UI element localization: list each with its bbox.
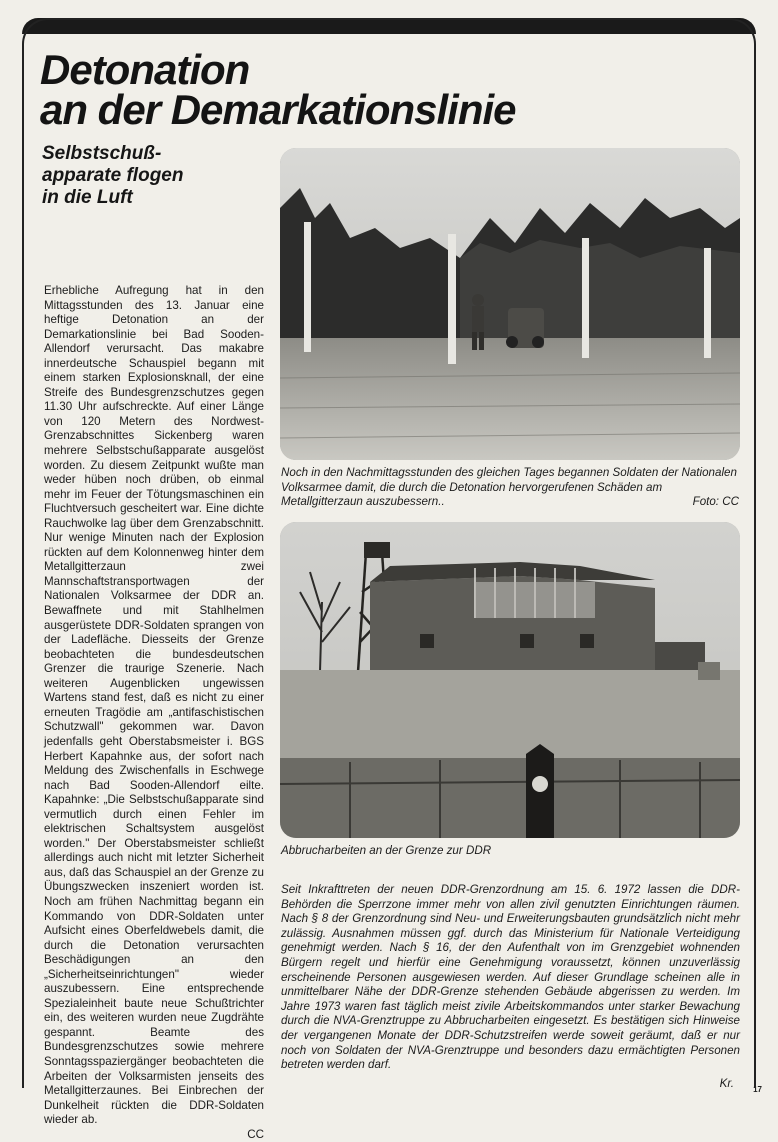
photo-1-caption-text: Noch in den Nachmittagsstunden des gleichen Tages begannen Soldaten der Nationalen Volksarmee damit, die durch die Detonation hervorgerufenen Schäden am Metallgitterzaun auszubessern.. <box>281 466 737 508</box>
subheadline <box>42 143 183 209</box>
photo-demolition <box>280 522 740 838</box>
article-signoff: CC <box>247 1127 264 1141</box>
side-article-text: Seit Inkrafttreten der neuen DDR-Grenzordnung am 15. 6. 1972 lassen die DDR-Behörden die Sperrzone immer mehr von allen zivil genutzten Einrichtungen räumen. Nach § 8 der Grenzordnung sind Neu- und Erweiterungsbauten grundsätzlich nicht mehr zulässig. Ausnahmen müssen ggf. durch das Ministerium für Nationale Verteidigung genehmigt werden. Nach § 16, der den Aufenthalt von im Grenzgebiet wohnenden Bürgern regelt und hierfür eine Genehmigung voraussetzt, können unzuverlässig erscheinende Personen ausgewiesen werden. Auf dieser Grundlage scheinen alle in unmittelbarer Nähe der DDR-Grenze stehenden Gebäude abgerissen zu werden. Im Jahre 1973 waren fast täglich meist zivile Arbeitskommandos unter starker Bewachung durch die NVA-Grenztruppe zu Abbrucharbeiten eingesetzt. Es bestätigen sich Hinweise der vergangenen Monate der DDR-Schutzstreifen werde soweit geräumt, daß er nur noch von Soldaten der NVA-Grenztruppe und besonders dazu ermächtigten Personen betreten werden darf. <box>281 883 740 1072</box>
photo-2-caption: Abbrucharbeiten an der Grenze zur DDR <box>281 844 492 857</box>
headline-line-2: an der Demarkationslinie <box>40 86 516 133</box>
photo-1-credit: Foto: CC <box>692 495 739 508</box>
photo-border-fence <box>280 148 740 460</box>
subhead-line-2: apparate flogen <box>42 165 184 186</box>
side-article-author: Kr. <box>719 1077 734 1090</box>
subhead-line-3: in die Luft <box>42 187 133 208</box>
subhead-line-1: Selbstschuß- <box>42 143 162 164</box>
article-body-text: Erhebliche Aufregung hat in den Mittagsstunden des 13. Januar eine heftige Detonation an der Demarkationslinie bei Bad Sooden-Allendorf verursacht. Das makabre innerdeutsche Schauspiel begann mit einem starken Explosionsknall, der eine Streife des Bundesgrenzschutzes gegen 11.30 Uhr aufschreckte. Auf einer Länge von 120 Metern des Nordwest-Grenzabschnittes Sickenberg waren mehrere Selbstschußapparate ausgelöst worden. Zu diesem Zeitpunkt wußte man weder hüben noch drüben, ob einmal mehr im Feuer der Tötungsmaschinen ein Fluchtversuch gescheitert war. Eine dichte Rauchwolke lag über dem Grenzabschnitt. Nur wenige Minuten nach der Explosion rückten auf dem Kolonnenweg hinter dem Metallgitterzaun zwei Mannschaftstransportwagen der Nationalen Volksarmee der DDR an. Bewaffnete und mit Stahlhelmen ausgerüstete DDR-Soldaten sprangen von der Ladefläche. Diesseits der Grenze beobachteten die bundesdeutschen Grenzer die traurige Szenerie. Nach weiteren Augenblicken ungewissen Wartens stand fest, daß es nicht zu einer erneuten Tragödie am „antifaschistischen Schutzwall" gekommen war. Davon jedenfalls geht Oberstabsmeister i. BGS Herbert Kapahnke aus, der sofort nach Meldung des Zwischenfalls in Eschwege nach Bad Sooden-Allendorf eilte. Kapahnke: „Die Selbstschußapparate sind vermutlich durch einen Fehler im elektrischen Schaltsystem ausgelöst worden." Der Oberstabsmeister schließt allerdings auch nicht mit letzter Sicherheit aus, daß das Schauspiel an der Grenze zu Übungszwecken inszeniert worden ist. Noch am frühen Nachmittag begann ein Kommando von DDR-Soldaten unter Aufsicht eines Oberfeldwebels damit, die durch die Detonation verursachten Beschädigungen an den „Sicherheitseinrichtungen" wieder auszubessern. Eine entsprechende Spezialeinheit baute neue Schußtrichter ein, des weiteren wurden neue Zugdrähte gespannt. Beamte des Bundesgrenzschutzes sowie mehrere Sonntagsspaziergänger beobachteten die Arbeiten der Volksarmisten jenseits des Metallgitterzaunes. Bei Einbrechen der Dunkelheit rückten die DDR-Soldaten wieder ab. <box>44 284 264 1127</box>
page-number: 17 <box>753 1085 762 1094</box>
headline <box>40 46 516 133</box>
article-body-column <box>44 284 264 1142</box>
side-article <box>281 883 740 1073</box>
headline-line-1: Detonation <box>40 46 250 93</box>
photo-1-caption <box>281 466 739 510</box>
